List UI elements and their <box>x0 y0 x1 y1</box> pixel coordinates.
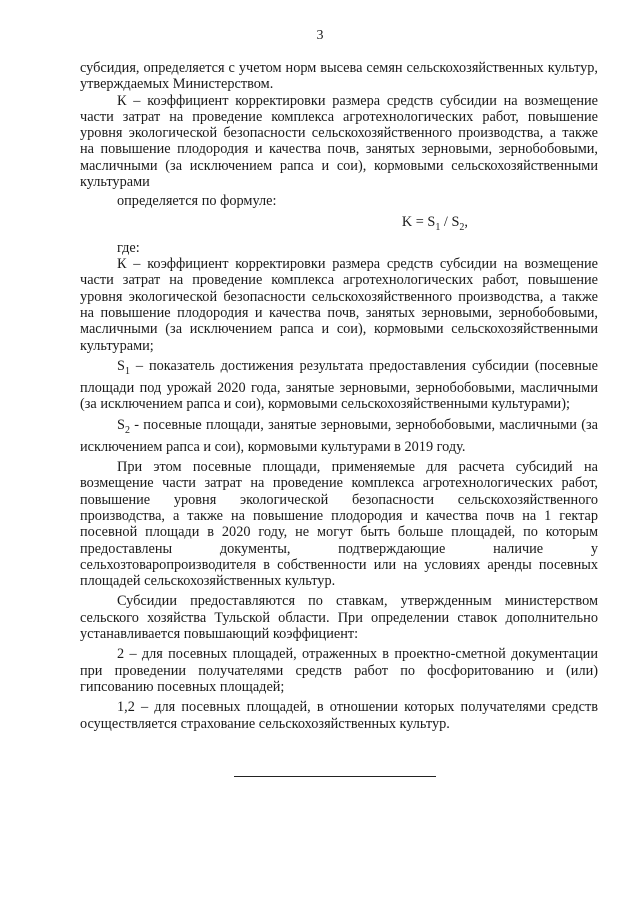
formula-mid: / S <box>440 213 460 230</box>
paragraph-rates: Субсидии предоставляются по ставкам, утвержденным министерством сельского хозяйства Тульской области. При определении ставок дополнительно устанавливается повышающий коэффициент: <box>80 593 598 643</box>
paragraph-area-limits: При этом посевные площади, применяемые для расчета субсидий на возмещение части затрат на проведение комплекса агротехнологических работ, повышение уровня экологической безопасности сельскохозяйственного производства, а также на повышение плодородия и качества почв на 1 гектар посевной площади в 2020 году, не могут быть больше площадей, по которым предоставлены документы, подтверждающие наличие у сельхозтоваропроизводителя в собственности или на условиях аренды посевных площадей сельскохозяйственных культур. <box>80 459 598 590</box>
paragraph-s1-definition <box>80 358 598 413</box>
page-number: 3 <box>316 28 324 43</box>
paragraph-k-definition: К – коэффициент корректировки размера средств субсидии на возмещение части затрат на проведение комплекса агротехнологических работ, повышение уровня экологической безопасности сельскохозяйственного производства, а также на повышение плодородия и качества почв, занятых зерновыми, зернобобовыми, масличными (за исключением рапса и сои), кормовыми сельскохозяйственными культурами; <box>80 256 598 354</box>
where-label: где: <box>117 239 140 256</box>
formula-lhs: K = S <box>401 213 436 230</box>
paragraph-coefficient-2: 2 – для посевных площадей, отраженных в проектно-сметной документации при проведении получателями средств работ по фосфоритованию и (или) гипсованию посевных площадей; <box>80 646 598 695</box>
s2-text: - посевные площади, занятые зерновыми, зернобобовыми, масличными (за исключением рапса и сои), кормовыми культурами в 2019 году. <box>80 416 598 455</box>
formula-sub-1: 1 <box>435 221 441 233</box>
paragraph-coefficient-1-2: 1,2 – для посевных площадей, в отношении которых получателями средств осуществляется страхование сельскохозяйственных культур. <box>80 699 598 732</box>
paragraph-s2-definition <box>80 417 598 455</box>
formula-sub-2: 2 <box>459 221 465 233</box>
paragraph-subsidy-norms: субсидия, определяется с учетом норм высева семян сельскохозяйственных культур, утверждаемых Министерством. <box>80 60 598 93</box>
document-body <box>80 60 598 732</box>
formula <box>80 214 598 236</box>
formula-tail: , <box>464 213 468 230</box>
s2-subscript: 2 <box>124 424 130 436</box>
formula-intro: определяется по формуле: <box>117 193 277 210</box>
s1-symbol: S <box>117 357 125 374</box>
closing-rule <box>234 776 436 777</box>
paragraph-coefficient-definition: К – коэффициент корректировки размера средств субсидии на возмещение части затрат на проведение комплекса агротехнологических работ, повышение уровня экологической безопасности сельскохозяйственного производства, а также на повышение плодородия и качества почв, занятых зерновыми, зернобобовыми, масличными (за исключением рапса и сои), кормовыми сельскохозяйственными культурами <box>80 92 598 191</box>
s1-text: – показатель достижения результата предоставления субсидии (посевные площади под урожай 2020 года, занятые зерновыми, зернобобовыми, масличными (за исключением рапса и сои), кормовыми сельскохозяйственными культурами); <box>80 357 598 413</box>
s2-symbol: S <box>117 416 125 433</box>
s1-subscript: 1 <box>124 365 130 377</box>
